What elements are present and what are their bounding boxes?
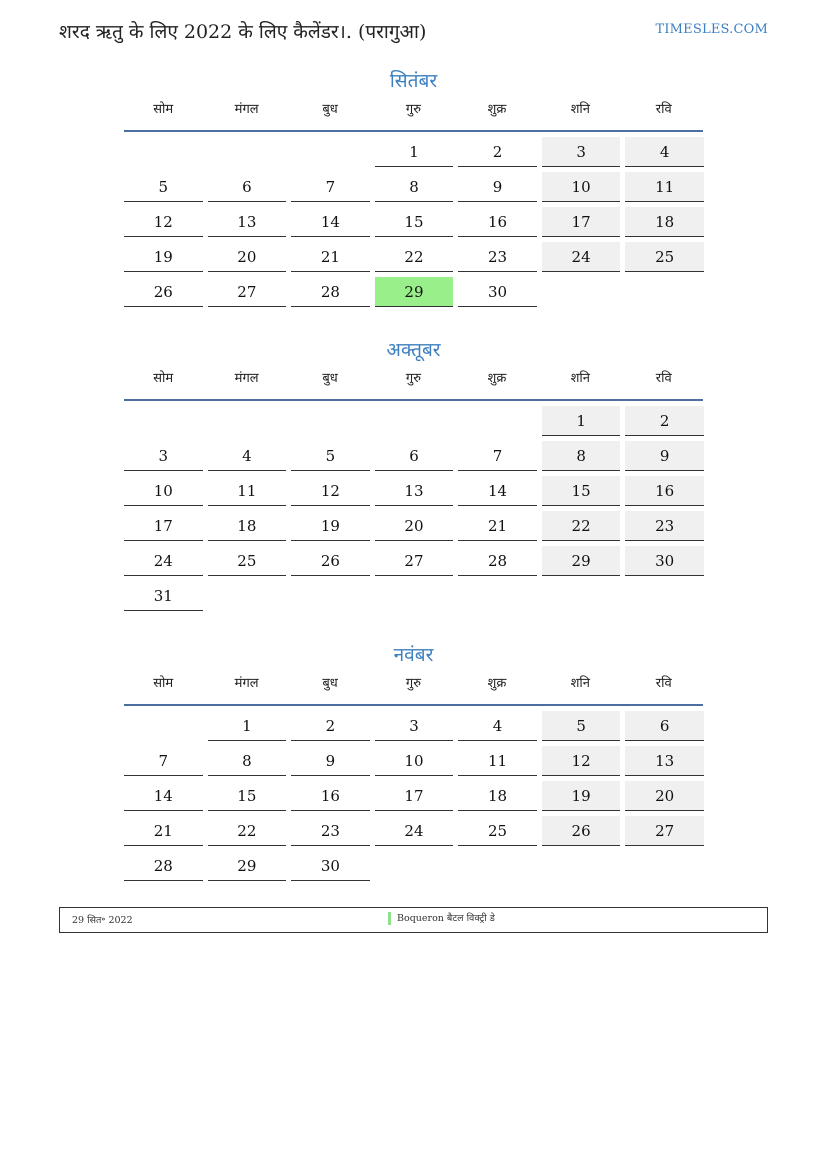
weekday-label: गुरु xyxy=(405,371,422,386)
day-cell[interactable]: 15 xyxy=(542,476,621,506)
day-cell[interactable]: 3 xyxy=(542,137,621,167)
day-cell[interactable]: 24 xyxy=(375,816,454,846)
day-cell[interactable]: 6 xyxy=(625,711,704,741)
day-cell[interactable]: 2 xyxy=(291,711,370,741)
weekday-label: शुक्र xyxy=(487,371,507,386)
weekday-label: शनि xyxy=(570,102,591,117)
day-cell[interactable]: 4 xyxy=(625,137,704,167)
weekday-label: शनि xyxy=(570,676,591,691)
day-cell[interactable]: 20 xyxy=(375,511,454,541)
empty-day-cell xyxy=(542,581,621,611)
footer-date: 29 सित॰ 2022 xyxy=(72,915,133,926)
day-cell[interactable]: 11 xyxy=(625,172,704,202)
day-cell[interactable]: 22 xyxy=(375,242,454,272)
weekday-label: गुरु xyxy=(405,676,422,691)
day-cell[interactable]: 21 xyxy=(291,242,370,272)
empty-day-cell xyxy=(375,581,454,611)
page-header xyxy=(59,18,768,46)
weekday-label: रवि xyxy=(655,371,672,386)
day-cell[interactable]: 17 xyxy=(542,207,621,237)
day-cell[interactable]: 31 xyxy=(124,581,203,611)
empty-day-cell xyxy=(542,851,621,881)
day-cell[interactable]: 27 xyxy=(375,546,454,576)
weekday-label: शनि xyxy=(570,371,591,386)
empty-day-cell xyxy=(208,406,287,436)
weekday-label: मंगल xyxy=(234,676,259,691)
day-cell[interactable]: 1 xyxy=(208,711,287,741)
day-cell[interactable]: 2 xyxy=(458,137,537,167)
day-cell[interactable]: 25 xyxy=(208,546,287,576)
day-cell[interactable]: 11 xyxy=(458,746,537,776)
day-cell[interactable]: 28 xyxy=(291,277,370,307)
empty-day-cell xyxy=(458,406,537,436)
day-cell[interactable]: 21 xyxy=(458,511,537,541)
day-cell[interactable]: 3 xyxy=(124,441,203,471)
day-cell[interactable]: 19 xyxy=(124,242,203,272)
day-cell[interactable]: 12 xyxy=(124,207,203,237)
day-cell[interactable]: 7 xyxy=(458,441,537,471)
day-grid xyxy=(124,406,703,611)
empty-day-cell xyxy=(458,851,537,881)
day-cell[interactable]: 21 xyxy=(124,816,203,846)
weekday-label: बुध xyxy=(322,102,338,117)
weekday-label: सोम xyxy=(153,102,174,117)
day-cell[interactable]: 25 xyxy=(458,816,537,846)
day-cell[interactable]: 10 xyxy=(124,476,203,506)
day-cell[interactable]: 18 xyxy=(458,781,537,811)
weekday-label: बुध xyxy=(322,676,338,691)
empty-day-cell xyxy=(291,581,370,611)
empty-day-cell xyxy=(124,406,203,436)
weekday-header xyxy=(124,369,703,401)
weekday-header xyxy=(124,100,703,132)
day-cell[interactable]: 23 xyxy=(291,816,370,846)
day-cell[interactable]: 5 xyxy=(542,711,621,741)
day-grid xyxy=(124,711,703,881)
month-title: अक्तूबर xyxy=(386,339,441,361)
day-cell[interactable]: 27 xyxy=(625,816,704,846)
day-cell[interactable]: 30 xyxy=(625,546,704,576)
day-cell[interactable]: 22 xyxy=(542,511,621,541)
month-november xyxy=(124,640,703,881)
weekday-label: शुक्र xyxy=(487,102,507,117)
day-grid xyxy=(124,137,703,307)
day-cell[interactable]: 7 xyxy=(124,746,203,776)
empty-day-cell xyxy=(291,406,370,436)
day-cell[interactable]: 16 xyxy=(458,207,537,237)
day-cell[interactable]: 5 xyxy=(124,172,203,202)
day-cell[interactable]: 23 xyxy=(625,511,704,541)
day-cell[interactable]: 7 xyxy=(291,172,370,202)
weekday-label: बुध xyxy=(322,371,338,386)
day-cell[interactable]: 4 xyxy=(458,711,537,741)
weekday-label: रवि xyxy=(655,102,672,117)
day-cell[interactable]: 6 xyxy=(208,172,287,202)
day-cell[interactable]: 20 xyxy=(625,781,704,811)
day-cell[interactable]: 29 xyxy=(375,277,454,307)
day-cell[interactable]: 11 xyxy=(208,476,287,506)
day-cell[interactable]: 23 xyxy=(458,242,537,272)
day-cell[interactable]: 13 xyxy=(375,476,454,506)
weekday-label: रवि xyxy=(655,676,672,691)
day-cell[interactable]: 30 xyxy=(458,277,537,307)
day-cell[interactable]: 17 xyxy=(124,511,203,541)
brand-link[interactable]: TIMESLES.COM xyxy=(655,22,768,37)
day-cell[interactable]: 9 xyxy=(458,172,537,202)
day-cell[interactable]: 13 xyxy=(208,207,287,237)
day-cell[interactable]: 6 xyxy=(375,441,454,471)
day-cell[interactable]: 24 xyxy=(542,242,621,272)
day-cell[interactable]: 28 xyxy=(458,546,537,576)
weekday-label: मंगल xyxy=(234,371,259,386)
weekday-label: शुक्र xyxy=(487,676,507,691)
day-cell[interactable]: 17 xyxy=(375,781,454,811)
empty-day-cell xyxy=(625,277,704,307)
day-cell[interactable]: 19 xyxy=(542,781,621,811)
day-cell[interactable]: 8 xyxy=(375,172,454,202)
day-cell[interactable]: 9 xyxy=(625,441,704,471)
day-cell[interactable]: 22 xyxy=(208,816,287,846)
day-cell[interactable]: 18 xyxy=(625,207,704,237)
empty-day-cell xyxy=(375,406,454,436)
month-title: नवंबर xyxy=(393,644,434,666)
day-cell[interactable]: 8 xyxy=(542,441,621,471)
empty-day-cell xyxy=(208,581,287,611)
day-cell[interactable]: 19 xyxy=(291,511,370,541)
weekday-label: सोम xyxy=(153,371,174,386)
month-september xyxy=(124,66,703,307)
weekday-header xyxy=(124,674,703,706)
month-title: सितंबर xyxy=(389,70,438,92)
day-cell[interactable]: 13 xyxy=(625,746,704,776)
empty-day-cell xyxy=(625,581,704,611)
day-cell[interactable]: 26 xyxy=(124,277,203,307)
day-cell[interactable]: 14 xyxy=(458,476,537,506)
page-title: शरद ऋतु के लिए 2022 के लिए कैलेंडर।. (परागुआ) xyxy=(59,21,427,43)
weekday-label: सोम xyxy=(153,676,174,691)
footer-bar xyxy=(59,907,768,933)
day-cell[interactable]: 16 xyxy=(291,781,370,811)
day-cell[interactable]: 29 xyxy=(542,546,621,576)
day-cell[interactable]: 15 xyxy=(375,207,454,237)
day-cell[interactable]: 2 xyxy=(625,406,704,436)
day-cell[interactable]: 18 xyxy=(208,511,287,541)
empty-day-cell xyxy=(458,581,537,611)
day-cell[interactable]: 1 xyxy=(542,406,621,436)
day-cell[interactable]: 12 xyxy=(542,746,621,776)
empty-day-cell xyxy=(542,277,621,307)
day-cell[interactable]: 20 xyxy=(208,242,287,272)
day-cell[interactable]: 8 xyxy=(208,746,287,776)
weekday-label: मंगल xyxy=(234,102,259,117)
day-cell[interactable]: 24 xyxy=(124,546,203,576)
day-cell[interactable]: 26 xyxy=(291,546,370,576)
day-cell[interactable]: 10 xyxy=(542,172,621,202)
weekday-label: गुरु xyxy=(405,102,422,117)
empty-day-cell xyxy=(208,137,287,167)
day-cell[interactable]: 10 xyxy=(375,746,454,776)
day-cell[interactable]: 1 xyxy=(375,137,454,167)
day-cell[interactable]: 15 xyxy=(208,781,287,811)
empty-day-cell xyxy=(291,137,370,167)
day-cell[interactable]: 30 xyxy=(291,851,370,881)
day-cell[interactable]: 16 xyxy=(625,476,704,506)
day-cell[interactable]: 14 xyxy=(124,781,203,811)
day-cell[interactable]: 4 xyxy=(208,441,287,471)
day-cell[interactable]: 14 xyxy=(291,207,370,237)
day-cell[interactable]: 9 xyxy=(291,746,370,776)
day-cell[interactable]: 28 xyxy=(124,851,203,881)
day-cell[interactable]: 12 xyxy=(291,476,370,506)
day-cell[interactable]: 27 xyxy=(208,277,287,307)
day-cell[interactable]: 26 xyxy=(542,816,621,846)
empty-day-cell xyxy=(375,851,454,881)
empty-day-cell xyxy=(625,851,704,881)
day-cell[interactable]: 3 xyxy=(375,711,454,741)
day-cell[interactable]: 25 xyxy=(625,242,704,272)
day-cell[interactable]: 5 xyxy=(291,441,370,471)
footer-event[interactable]: Boqueron बैटल विक्ट्री डे xyxy=(388,912,495,925)
empty-day-cell xyxy=(124,137,203,167)
empty-day-cell xyxy=(124,711,203,741)
day-cell[interactable]: 29 xyxy=(208,851,287,881)
month-october xyxy=(124,335,703,611)
